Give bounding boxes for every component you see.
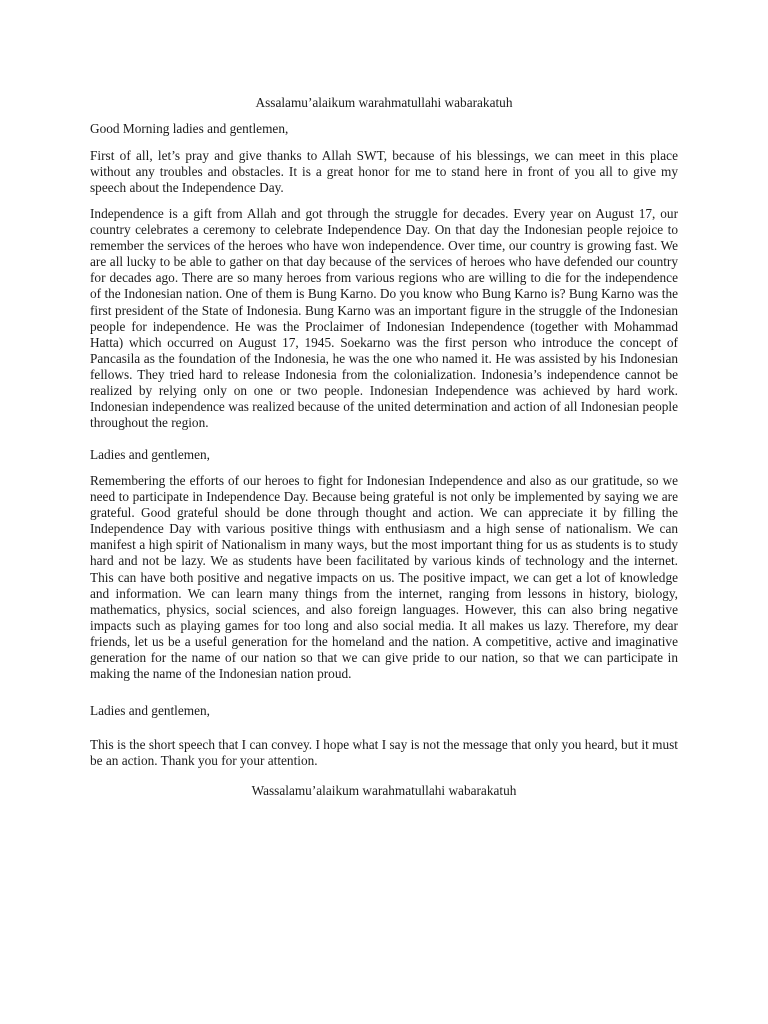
paragraph-independence-history: Independence is a gift from Allah and got through the struggle for decades. Every year on August 17, our country celebrates a ceremony to celebrate Independence Day. On that day the Indonesian people rejoice to remember the services of the heroes who have won independence. Over time, our country is growing fast. We are all lucky to be able to gather on that day because of the services of heroes who have defended our country for decades ago. There are so many heroes from various regions who are willing to die for the independence of the Indonesian nation. One of them is Bung Karno. Do you know who Bung Karno is? Bung Karno was the first president of the State of Indonesia. Bung Karno was an important figure in the struggle of the Indonesian people for independence. He was the Proclaimer of Indonesian Independence (together with Mohammad Hatta) which occurred on August 17, 1945. Soekarno was the first person who introduce the concept of Pancasila as the foundation of the Indonesia, he was the one who named it. He was assisted by his Indonesian fellows. They tried hard to release Indonesia from the colonialization. Indonesia’s independence cannot be realized by relying only on one or two people. Indonesian Independence was achieved by hard work. Indonesian independence was realized because of the united determination and action of all Indonesian people throughout the region.	[90, 206, 678, 431]
salutation: Good Morning ladies and gentlemen,	[90, 121, 289, 136]
address-ladies-gentlemen-1: Ladies and gentlemen,	[90, 447, 210, 462]
opening-greeting: Assalamu’alaikum warahmatullahi wabarakatuh	[255, 95, 513, 110]
paragraph-closing: This is the short speech that I can convey. I hope what I say is not the message that only you heard, but it must be an action. Thank you for your attention.	[90, 737, 678, 769]
closing-greeting: Wassalamu’alaikum warahmatullahi wabarakatuh	[251, 783, 517, 798]
address-ladies-gentlemen-2: Ladies and gentlemen,	[90, 703, 210, 718]
paragraph-participation: Remembering the efforts of our heroes to fight for Indonesian Independence and also as our gratitude, so we need to participate in Independence Day. Because being grateful is not only be implemented by saying we are grateful. Good grateful should be done through thought and action. We can appreciate it by filling the Independence Day with various positive things with enthusiasm and a high sense of nationalism. We can manifest a high spirit of Nationalism in many ways, but the most important thing for us as students is to study hard and not be lazy. We as students have been facilitated by various kinds of technology and the internet. This can have both positive and negative impacts on us. The positive impact, we can get a lot of knowledge and information. We can learn many things from the internet, ranging from lessons in history, biology, mathematics, physics, social sciences, and also foreign languages. However, this can also bring negative impacts such as playing games for too long and also social media. It all makes us lazy. Therefore, my dear friends, let us be a useful generation for the homeland and the nation. A competitive, active and imaginative generation for the name of our nation so that we can give pride to our nation, so that we can participate in making the name of the Indonesian nation proud.	[90, 473, 678, 682]
paragraph-opening: First of all, let’s pray and give thanks to Allah SWT, because of his blessings, we can meet in this place without any troubles and obstacles. It is a great honor for me to stand here in front of you all to give my speech about the Independence Day.	[90, 148, 678, 196]
